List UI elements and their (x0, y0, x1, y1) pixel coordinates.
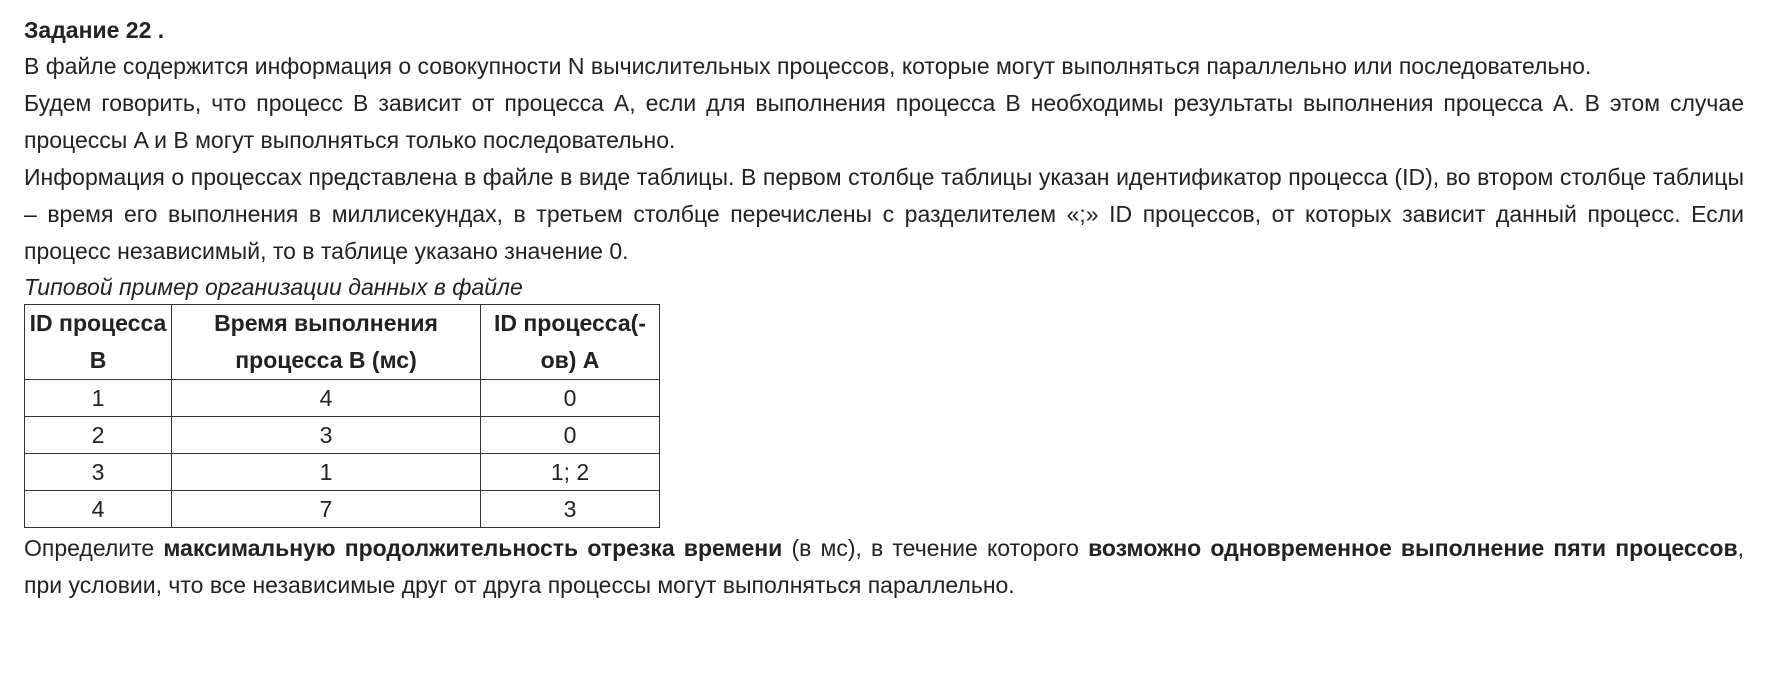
table-header-row (25, 305, 660, 380)
table-caption: Типовой пример организации данных в файле (24, 274, 523, 300)
question-text: (в мс), в течение которого (782, 535, 1089, 561)
paragraph-dependency: Будем говорить, что процесс B зависит от процесса A, если для выполнения процесса B необходимы результаты выполнения процесса A. В этом случае процессы A и B могут выполняться только последовательно. (24, 90, 1744, 153)
header-execution-time: Время выполнения процесса B (мс) (172, 305, 481, 380)
process-table (24, 304, 660, 528)
question-emphasis-duration: максимальную продолжительность отрезка времени (163, 535, 783, 561)
cell-execution-time: 1 (172, 454, 481, 491)
cell-process-id: 3 (25, 454, 172, 491)
question-text: Определите (24, 535, 164, 561)
cell-dependency-ids: 3 (481, 491, 660, 528)
cell-process-id: 1 (25, 380, 172, 417)
table-row (25, 491, 660, 528)
cell-dependency-ids: 0 (481, 380, 660, 417)
table-row (25, 380, 660, 417)
table-row (25, 454, 660, 491)
cell-process-id: 2 (25, 417, 172, 454)
cell-execution-time: 7 (172, 491, 481, 528)
cell-process-id: 4 (25, 491, 172, 528)
task-question (24, 530, 1744, 604)
cell-execution-time: 4 (172, 380, 481, 417)
paragraph-table-description: Информация о процессах представлена в файле в виде таблицы. В первом столбце таблицы указан идентификатор процесса (ID), во втором столбце таблицы – время его выполнения в миллисекундах, в третьем столбце перечислены с разделителем «;» ID процессов, от которых зависит данный процесс. Если процесс независимый, то в таблице указано значение 0. (24, 164, 1744, 264)
cell-execution-time: 3 (172, 417, 481, 454)
task-title: Задание 22 . (24, 17, 165, 43)
cell-dependency-ids: 0 (481, 417, 660, 454)
paragraph-intro: В файле содержится информация о совокупности N вычислительных процессов, которые могут выполняться параллельно или последовательно. (24, 53, 1592, 79)
question-emphasis-five-processes: возможно одновременное выполнение пяти процессов (1088, 535, 1738, 561)
question-text: , при условии, что все независимые друг от друга процессы могут выполняться параллельно. (24, 535, 1744, 598)
header-process-id: ID процесса B (25, 305, 172, 380)
header-dependency-ids: ID процесса(-ов) A (481, 305, 660, 380)
table-row (25, 417, 660, 454)
cell-dependency-ids: 1; 2 (481, 454, 660, 491)
task-document (24, 12, 1744, 604)
